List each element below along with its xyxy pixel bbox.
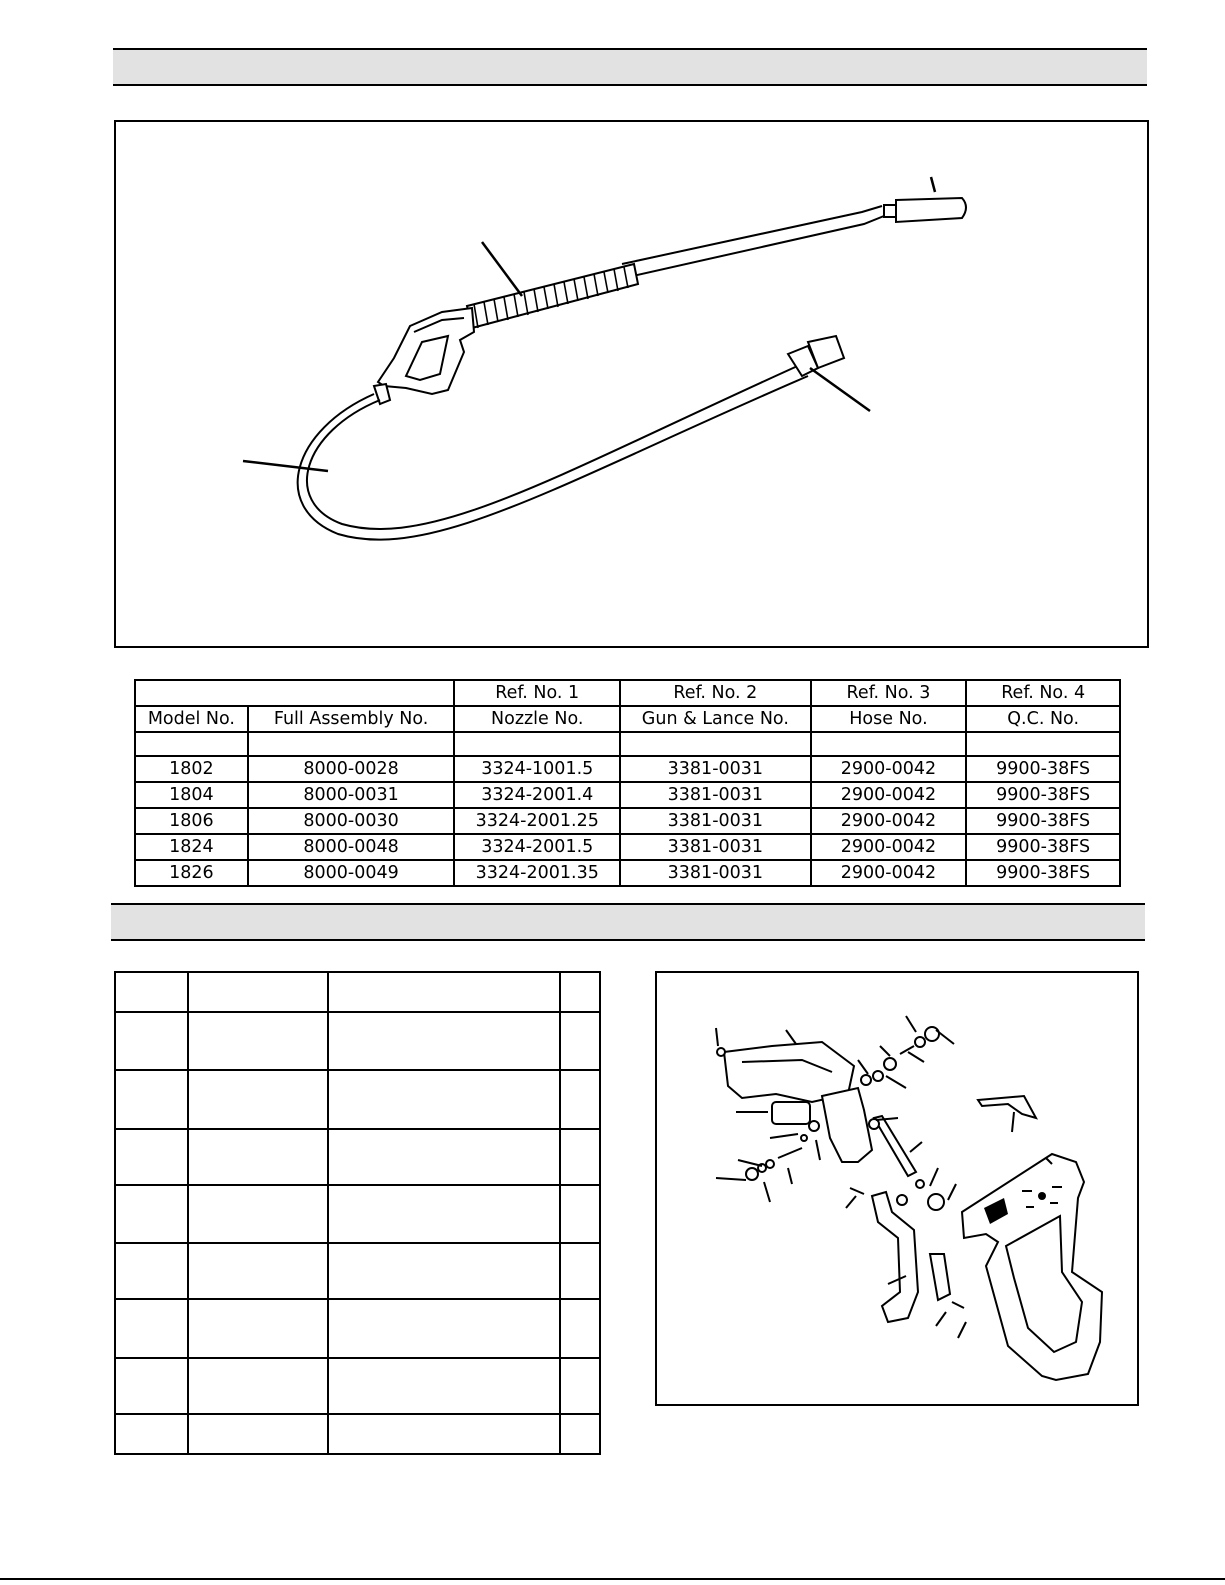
gun-assembly-figure	[114, 120, 1149, 648]
qc-no-cell: 9900-38FS	[966, 756, 1120, 782]
table-row	[115, 1243, 600, 1299]
model-no-cell: 1824	[135, 834, 248, 860]
model-no-header: Model No.	[135, 706, 248, 732]
full-assembly-header: Full Assembly No.	[248, 706, 455, 732]
nozzle-no-cell: 3324-1001.5	[454, 756, 620, 782]
assembly-no-cell: 8000-0048	[248, 834, 455, 860]
table-row	[115, 1358, 600, 1414]
gun-lance-no-cell: 3381-0031	[620, 756, 811, 782]
gun-lance-no-cell: 3381-0031	[620, 782, 811, 808]
nozzle-no-cell: 3324-2001.35	[454, 860, 620, 886]
gun-lance-no-header: Gun & Lance No.	[620, 706, 811, 732]
nozzle-no-cell: 3324-2001.25	[454, 808, 620, 834]
table-row	[115, 1129, 600, 1185]
table-row-blank	[135, 732, 1120, 756]
nozzle-no-cell: 3324-2001.4	[454, 782, 620, 808]
table-row	[115, 1185, 600, 1243]
gun-hose-illustration	[116, 122, 1147, 646]
model-spec-table	[134, 679, 1121, 887]
qc-no-cell: 9900-38FS	[966, 860, 1120, 886]
ref1-header: Ref. No. 1	[454, 680, 620, 706]
table-row	[115, 1070, 600, 1128]
table-row	[135, 756, 1120, 782]
spray-gun-icon	[374, 308, 474, 404]
table-row	[115, 1414, 600, 1454]
table-row	[135, 860, 1120, 886]
trigger-icon	[872, 1192, 918, 1322]
nozzle-icon	[896, 198, 966, 222]
table-row	[115, 1012, 600, 1070]
qc-no-cell: 9900-38FS	[966, 782, 1120, 808]
table-row	[135, 834, 1120, 860]
assembly-no-cell: 8000-0028	[248, 756, 455, 782]
gun-lance-no-cell: 3381-0031	[620, 808, 811, 834]
section-header-band	[113, 48, 1147, 86]
nozzle-no-header: Nozzle No.	[454, 706, 620, 732]
model-no-cell: 1804	[135, 782, 248, 808]
ref3-header: Ref. No. 3	[811, 680, 967, 706]
assembly-no-cell: 8000-0030	[248, 808, 455, 834]
hose-no-cell: 2900-0042	[811, 782, 967, 808]
nozzle-no-cell: 3324-2001.5	[454, 834, 620, 860]
model-no-cell: 1806	[135, 808, 248, 834]
model-no-cell: 1802	[135, 756, 248, 782]
parts-header-row	[115, 972, 600, 1012]
model-no-cell: 1826	[135, 860, 248, 886]
qc-no-header: Q.C. No.	[966, 706, 1120, 732]
table-row	[135, 782, 1120, 808]
gun-lance-no-cell: 3381-0031	[620, 860, 811, 886]
ref2-header: Ref. No. 2	[620, 680, 811, 706]
table-row	[115, 1299, 600, 1357]
section-header-band-parts	[111, 903, 1145, 941]
hose-no-cell: 2900-0042	[811, 860, 967, 886]
coil-guard-icon	[467, 264, 638, 328]
hose-no-header: Hose No.	[811, 706, 967, 732]
ref4-header: Ref. No. 4	[966, 680, 1120, 706]
hose-no-cell: 2900-0042	[811, 808, 967, 834]
parts-list-table	[114, 971, 601, 1455]
exploded-view-illustration	[657, 973, 1137, 1404]
page-bottom-rule	[0, 1578, 1225, 1580]
exploded-view-figure	[655, 971, 1139, 1406]
qc-no-cell: 9900-38FS	[966, 834, 1120, 860]
qc-no-cell: 9900-38FS	[966, 808, 1120, 834]
hose-no-cell: 2900-0042	[811, 834, 967, 860]
assembly-no-cell: 8000-0031	[248, 782, 455, 808]
assembly-no-cell: 8000-0049	[248, 860, 455, 886]
table-row	[135, 808, 1120, 834]
hose-no-cell: 2900-0042	[811, 756, 967, 782]
header-blank	[135, 680, 454, 706]
gun-lance-no-cell: 3381-0031	[620, 834, 811, 860]
